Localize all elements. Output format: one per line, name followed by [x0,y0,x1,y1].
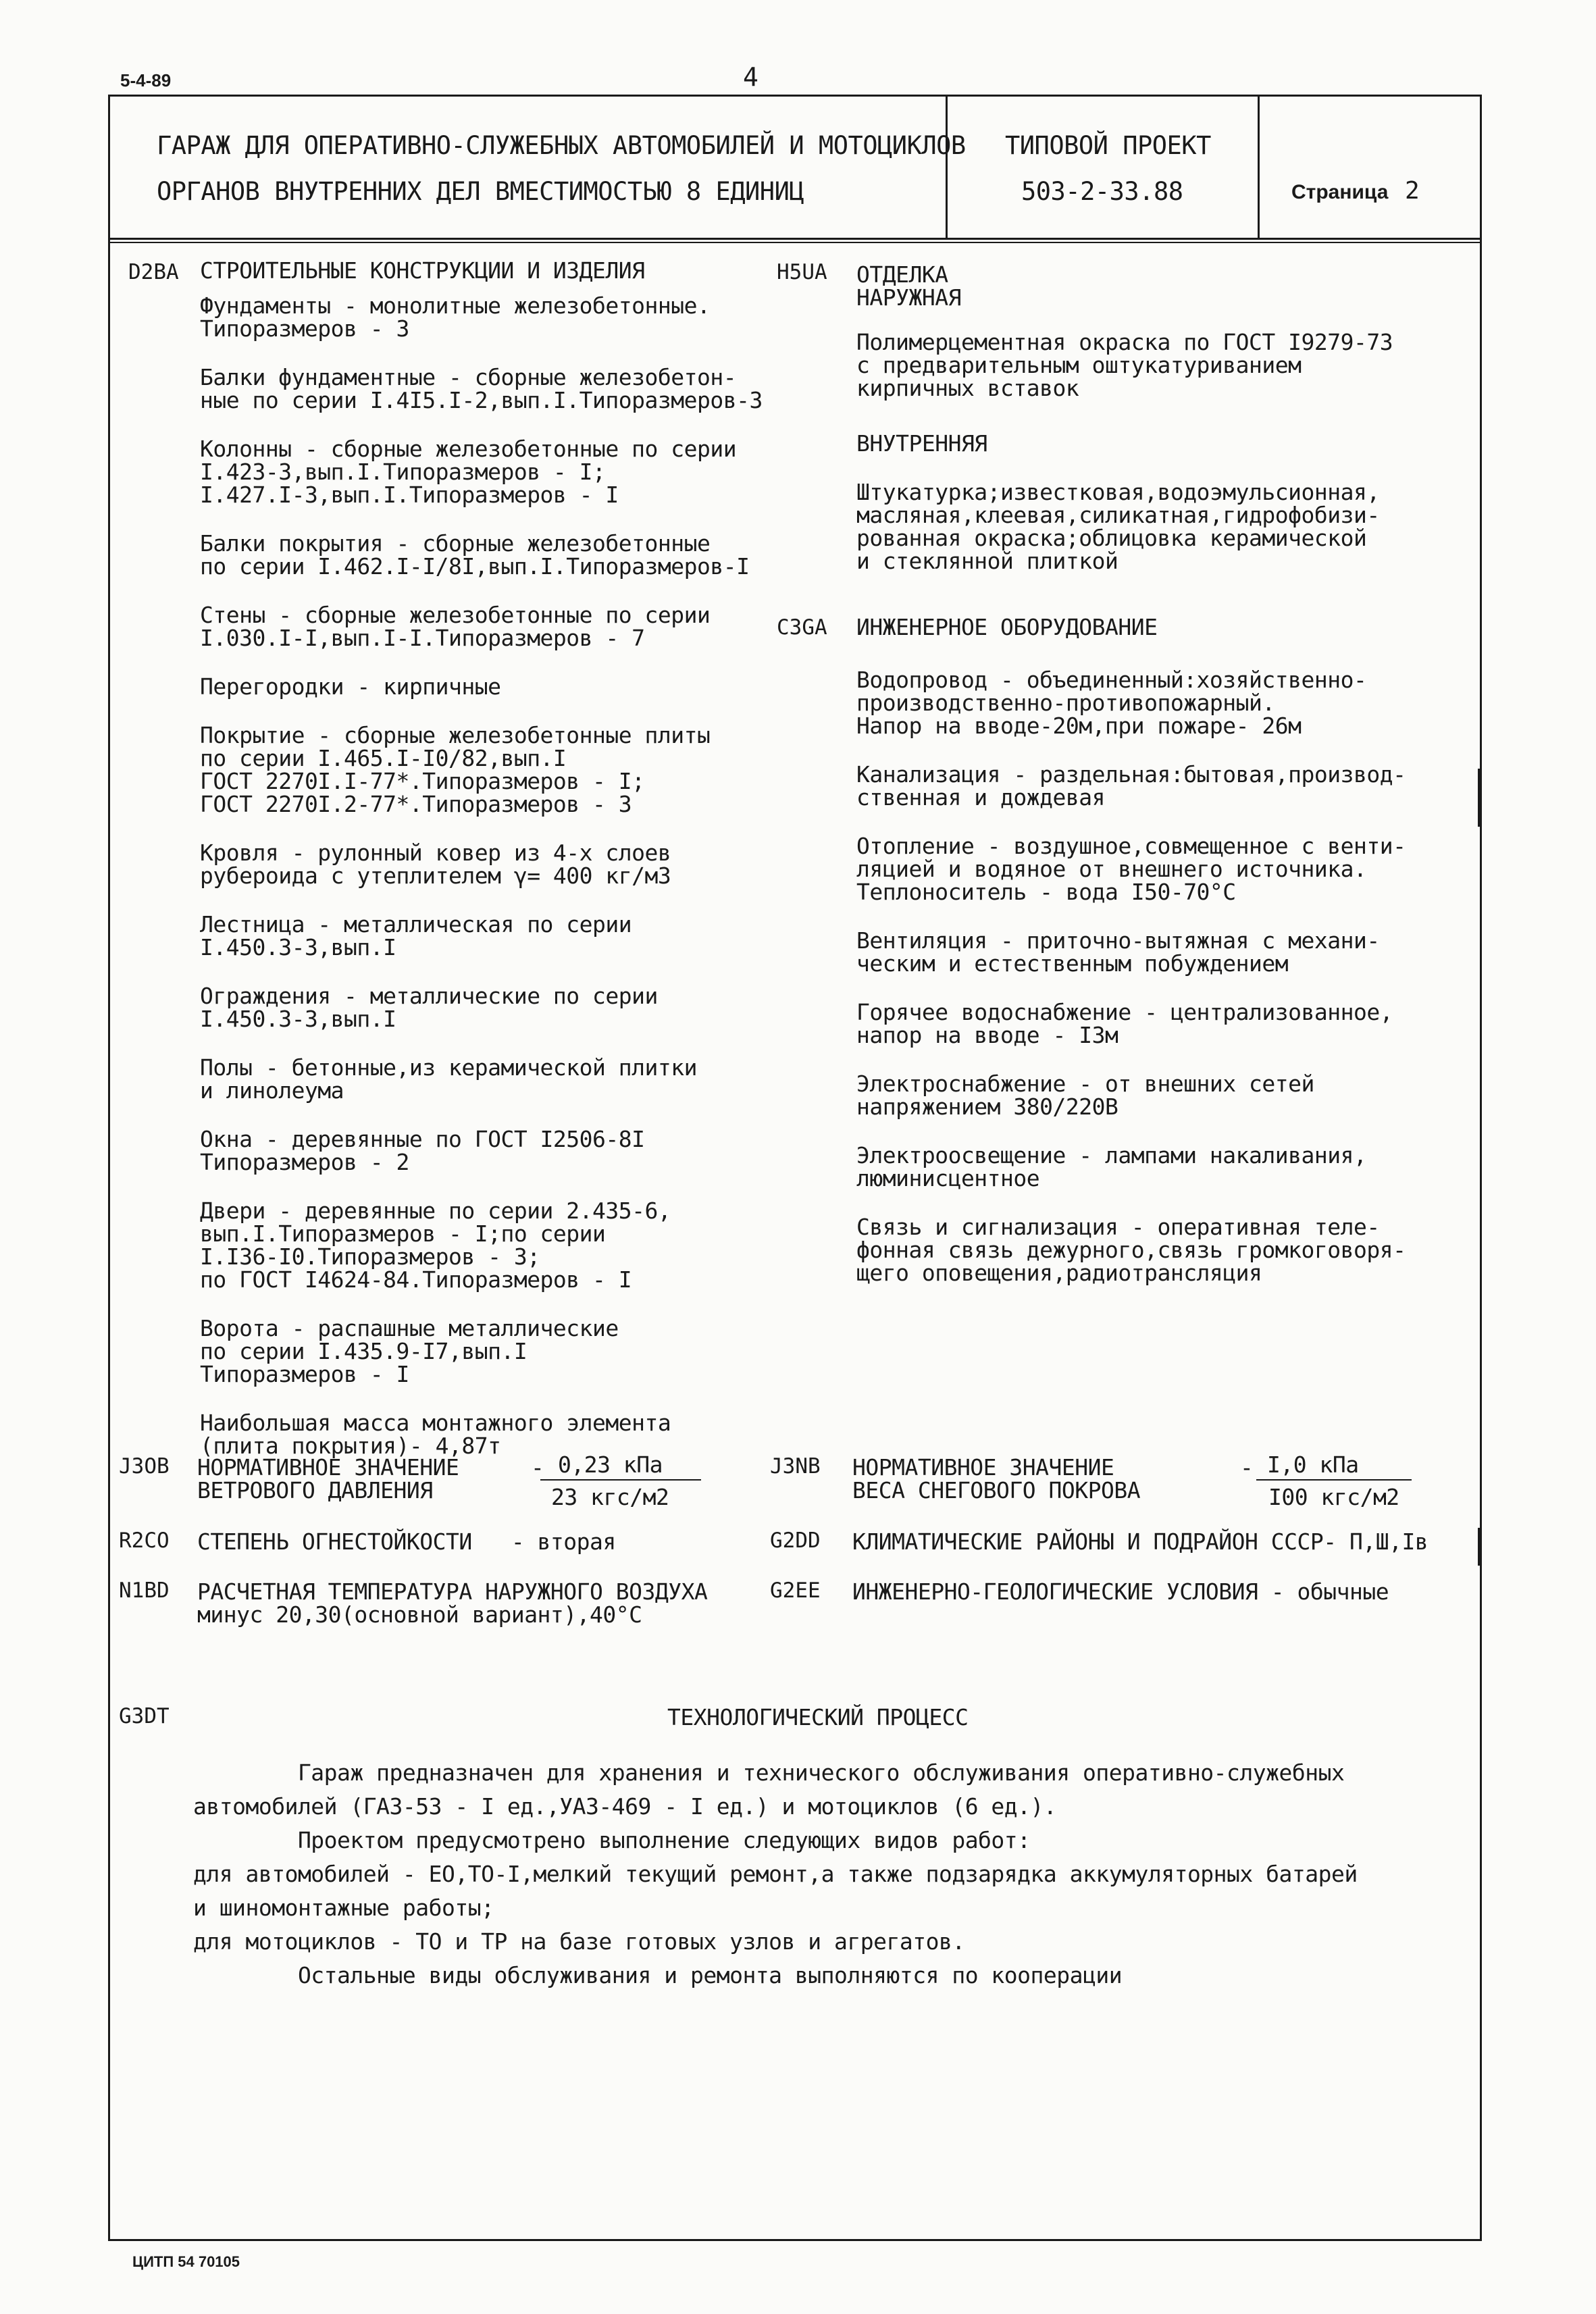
document-code: 5-4-89 [120,70,172,91]
finish-outer-heading: НАРУЖНАЯ [856,284,961,311]
list-item: Электроосвещение - лампами накаливания, люминисцентное [856,1142,1367,1191]
snow-value-kpa: I,0 кПа [1267,1451,1359,1478]
header-title-line1: ГАРАЖ ДЛЯ ОПЕРАТИВНО-СЛУЖЕБНЫХ АВТОМОБИЛЕЙ И МОТОЦИКЛОВ [157,131,966,160]
constructions-list [200,294,774,1483]
list-item: Кровля - рулонный ковер из 4-х слоев рубероида с утеплителем γ= 400 кг/м3 [200,840,671,889]
list-item: Фундаменты - монолитные железобетонные. Типоразмеров - 3 [200,292,711,342]
list-item: Наибольшая масса монтажного элемента (плита покрытия)- 4,87т [200,1410,671,1459]
snow-fraction-line [1256,1479,1412,1481]
list-item: Канализация - раздельная:бытовая,производ- ственная и дождевая [856,761,1406,811]
list-item: Ограждения - металлические по серии I.450.3-3,вып.I [200,983,658,1032]
process-line: для автомобилей - ЕО,ТО-I,мелкий текущий ремонт,а также подзарядка аккумуляторных батарей [193,1861,1358,1887]
list-item: Связь и сигнализация - оперативная теле- фонная связь дежурного,связь громкоговоря- щего оповещения,радиотрансляция [856,1214,1406,1286]
wind-value-kpa: 0,23 кПа [558,1451,663,1478]
list-item: Отопление - воздушное,совмещенное с венти- ляцией и водяное от внешнего источника. Теплоноситель - вода I50-70°С [856,833,1406,905]
fire-resistance: СТЕПЕНЬ ОГНЕСТОЙКОСТИ - вторая [197,1528,616,1555]
constructions-heading: СТРОИТЕЛЬНЫЕ КОНСТРУКЦИИ И ИЗДЕЛИЯ [200,257,645,284]
equipment-list [856,669,1464,1310]
header-bottom-rule [108,238,1482,240]
header-divider-1 [946,95,948,239]
snow-value-kgs: I00 кгс/м2 [1268,1484,1399,1510]
list-item: Полы - бетонные,из керамической плитки и линолеума [200,1054,697,1104]
process-text [193,1756,1463,1992]
page-label: Страница [1291,181,1389,203]
process-line: и шиномонтажные работы; [193,1895,494,1921]
page-value: 2 [1405,177,1420,205]
margin-mark [1478,1528,1480,1566]
param-code-climate: G2DD [770,1528,821,1553]
list-item: Балки фундаментные - сборные железобетон- ные по серии I.4I5.I-2,вып.I.Типоразмеров-3 [200,364,763,413]
wind-dash: - [531,1454,544,1481]
process-line: автомобилей (ГАЗ-53 - I ед.,УАЗ-469 - I ед.) и мотоциклов (6 ед.). [193,1793,1057,1820]
section-code-finish: H5UA [777,260,827,284]
section-code-constructions: D2BA [128,260,179,284]
header-title-line2: ОРГАНОВ ВНУТРЕННИХ ДЕЛ ВМЕСТИМОСТЬЮ 8 ЕДИНИЦ [157,177,804,206]
param-code-fire: R2CO [119,1528,170,1553]
list-item: Колонны - сборные железобетонные по серии I.423-3,вып.I.Типоразмеров - I; I.427.I-3,вып.I.Типоразмеров - I [200,436,737,508]
outdoor-temperature: РАСЧЕТНАЯ ТЕМПЕРАТУРА НАРУЖНОГО ВОЗДУХА минус 20,30(основной вариант),40°С [197,1578,708,1628]
param-code-snow: J3NB [770,1454,821,1479]
page-number: 4 [743,62,758,92]
list-item: Ворота - распашные металлические по серии I.435.9-I7,вып.I Типоразмеров - I [200,1315,619,1387]
list-item: Вентиляция - приточно-вытяжная с механи- ческим и естественным побуждением [856,927,1380,977]
process-line: Проектом предусмотрено выполнение следующих видов работ: [193,1827,1031,1853]
margin-mark [1478,769,1480,827]
section-code-process: G3DT [119,1704,170,1728]
process-line: для мотоциклов - ТО и ТР на базе готовых узлов и агрегатов. [193,1928,965,1955]
list-item: Горячее водоснабжение - централизованное, напор на вводе - I3м [856,999,1393,1048]
list-item: Двери - деревянные по серии 2.435-6, вып.I.Типоразмеров - I;по серии I.I36-I0.Типоразмеров - 3; по ГОСТ I4624-84.Типоразмеров - I [200,1198,671,1293]
wind-fraction-line [540,1479,701,1481]
snow-dash: - [1240,1454,1254,1481]
project-label: ТИПОВОЙ ПРОЕКТ [1005,131,1211,160]
list-item: Покрытие - сборные железобетонные плиты по серии I.465.I-I0/82,вып.I ГОСТ 2270I.I-77*.Типоразмеров - I; ГОСТ 2270I.2-77*.Типоразмеров - 3 [200,722,711,817]
list-item: Водопровод - объединенный:хозяйственно- производственно-противопожарный. Напор на вводе-20м,при пожаре- 26м [856,667,1367,739]
finish-inner-text: Штукатурка;известковая,водоэмульсионная, масляная,клеевая,силикатная,гидрофобизи- рованная окраска;облицовка керамической и стеклянной плиткой [856,479,1380,574]
geology-conditions: ИНЖЕНЕРНО-ГЕОЛОГИЧЕСКИЕ УСЛОВИЯ - обычные [852,1578,1389,1605]
process-line: Остальные виды обслуживания и ремонта выполняются по кооперации [193,1962,1123,1988]
header-divider-2 [1258,95,1260,239]
wind-label: НОРМАТИВНОЕ ЗНАЧЕНИЕ ВЕТРОВОГО ДАВЛЕНИЯ [197,1454,459,1503]
section-code-equipment: C3GA [777,615,827,640]
list-item: Стены - сборные железобетонные по серии I.030.I-I,вып.I-I.Типоразмеров - 7 [200,602,711,651]
list-item: Лестница - металлическая по серии I.450.3-3,вып.I [200,911,632,960]
footer-stamp: ЦИТП 54 70105 [132,2253,240,2270]
snow-label: НОРМАТИВНОЕ ЗНАЧЕНИЕ ВЕСА СНЕГОВОГО ПОКРОВА [852,1454,1141,1503]
list-item: Балки покрытия - сборные железобетонные по серии I.462.I-I/8I,вып.I.Типоразмеров-I [200,530,750,580]
header-bottom-rule-2 [108,242,1482,243]
equipment-heading: ИНЖЕНЕРНОЕ ОБОРУДОВАНИЕ [856,614,1158,640]
param-code-geology: G2EE [770,1578,821,1603]
project-number: 503-2-33.88 [1021,177,1183,206]
wind-value-kgs: 23 кгс/м2 [551,1484,669,1510]
climate-regions: КЛИМАТИЧЕСКИЕ РАЙОНЫ И ПОДРАЙОН СССР- П,Ш,Iв [852,1528,1428,1555]
param-code-temperature: N1BD [119,1578,170,1603]
process-line: Гараж предназначен для хранения и технического обслуживания оперативно-служебных [193,1759,1345,1786]
finish-inner-heading: ВНУТРЕННЯЯ [856,430,987,457]
finish-outer-text: Полимерцементная окраска по ГОСТ I9279-73 с предварительным оштукатуриванием кирпичных вставок [856,329,1393,401]
list-item: Окна - деревянные по ГОСТ I2506-8I Типоразмеров - 2 [200,1126,645,1175]
param-code-wind: J3OB [119,1454,170,1479]
process-heading: ТЕХНОЛОГИЧЕСКИЙ ПРОЦЕСС [667,1704,969,1730]
list-item: Электроснабжение - от внешних сетей напряжением 380/220В [856,1071,1314,1120]
list-item: Перегородки - кирпичные [200,673,501,700]
finish-heading: ОТДЕЛКА [856,261,948,288]
